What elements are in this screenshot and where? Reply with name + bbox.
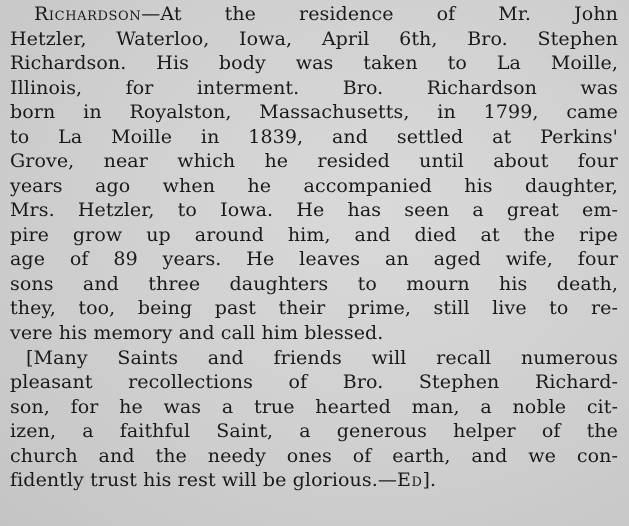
editor-signature: Ed	[396, 469, 423, 491]
note-line-1: [Many Saints and friends will recall numerous	[26, 347, 618, 369]
text-line-7: Grove, near which he resided until about four	[10, 150, 618, 172]
text-line-6: to La Moille in 1839, and settled at Perkins'	[10, 126, 618, 148]
text-line-8: years ago when he accompanied his daughter,	[10, 175, 618, 197]
note-line-2: pleasant recollections of Bro. Stephen Richard-	[10, 371, 618, 393]
note-line-6: fidently trust his rest will be glorious.—Ed].	[10, 469, 437, 491]
text-line-10: pire grow up around him, and died at the ripe	[10, 224, 618, 246]
text-line-3: Richardson. His body was taken to La Moille,	[10, 52, 618, 74]
note-line-3: son, for he was a true hearted man, a noble cit-	[10, 396, 618, 418]
note-line-5: church and the needy ones of earth, and we con-	[10, 445, 618, 467]
text-line-2: Hetzler, Waterloo, Iowa, April 6th, Bro. Stephen	[10, 28, 618, 50]
obituary-name: Richardson	[34, 3, 142, 25]
text-line-9: Mrs. Hetzler, to Iowa. He has seen a great em-	[10, 199, 618, 221]
text-line-13: they, too, being past their prime, still live to re-	[10, 297, 618, 319]
text-line-5: born in Royalston, Massachusetts, in 1799, came	[10, 101, 618, 123]
text-line-14: vere his memory and call him blessed.	[10, 322, 384, 344]
text-line-11: age of 89 years. He leaves an aged wife, four	[10, 248, 618, 270]
text-line-12: sons and three daughters to mourn his death,	[10, 273, 618, 295]
note-line-4: izen, a faithful Saint, a generous helper of the	[10, 420, 618, 442]
text-line-4: Illinois, for interment. Bro. Richardson was	[10, 77, 618, 99]
text-line-1: Richardson—At the residence of Mr. John	[34, 3, 618, 25]
